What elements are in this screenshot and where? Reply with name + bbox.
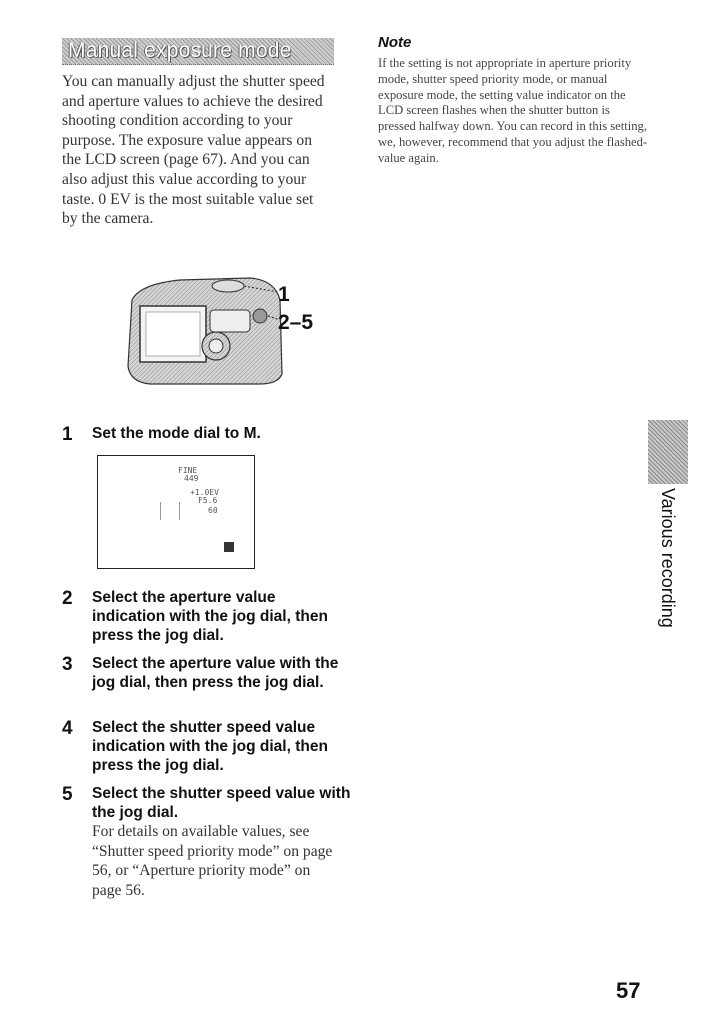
step-description: For details on available values, see “Shutter speed priority mode” on page 56, or “Aperture priority mode” on page 56.	[92, 823, 333, 899]
lcd-display-figure	[97, 455, 255, 569]
callout-1: 1	[278, 283, 290, 306]
step-number: 4	[62, 718, 73, 739]
side-tab-label	[652, 488, 682, 668]
side-tab-text: Various recording	[658, 488, 678, 628]
lcd-quality: FINE	[178, 466, 198, 475]
battery-icon	[224, 542, 234, 552]
mode-dial	[212, 280, 244, 292]
step-number: 3	[62, 654, 73, 675]
step-number: 5	[62, 784, 73, 805]
camera-illustration	[110, 270, 350, 388]
note-body: If the setting is not appropriate in aperture priority mode, shutter speed priority mode, or manual exposure mode, the setting value indicator on the LCD screen flashes when the shutter button is pressed halfway down. You can record in this setting, we, however, recommend that you adjust the flashed-value again.	[378, 56, 648, 165]
step-title: Select the shutter speed value with the jog dial.	[92, 785, 351, 821]
intro-paragraph: You can manually adjust the shutter speed and aperture values to achieve the desired shooting condition according to your purpose. The exposure value appears on the LCD screen (page 67). And you can also adjust this value according to your taste. 0 EV is the most suitable value set by the camera.	[62, 73, 325, 228]
page-number: 57	[616, 978, 641, 1003]
section-heading	[62, 38, 334, 65]
step-title: Select the shutter speed value indication with the jog dial, then press the jog dial.	[92, 719, 328, 774]
af-frame	[160, 502, 180, 520]
step-title: Set the mode dial to M.	[92, 425, 261, 442]
step-title: Select the aperture value indication with the jog dial, then press the jog dial.	[92, 589, 328, 644]
step-number: 1	[62, 424, 73, 445]
note-title: Note	[378, 34, 412, 51]
lcd-ev: +1.0EV	[190, 488, 219, 497]
step-number: 2	[62, 588, 73, 609]
lcd-aperture: F5.6	[198, 496, 218, 505]
section-title: Manual exposure mode	[68, 39, 292, 62]
jog-dial	[253, 309, 267, 323]
lcd-shutter: 60	[208, 506, 218, 515]
lcd-count: 449	[184, 474, 199, 483]
step-title: Select the aperture value with the jog dial, then press the jog dial.	[92, 655, 339, 691]
side-tab-marker	[648, 420, 688, 484]
callout-2-5: 2–5	[278, 311, 314, 334]
